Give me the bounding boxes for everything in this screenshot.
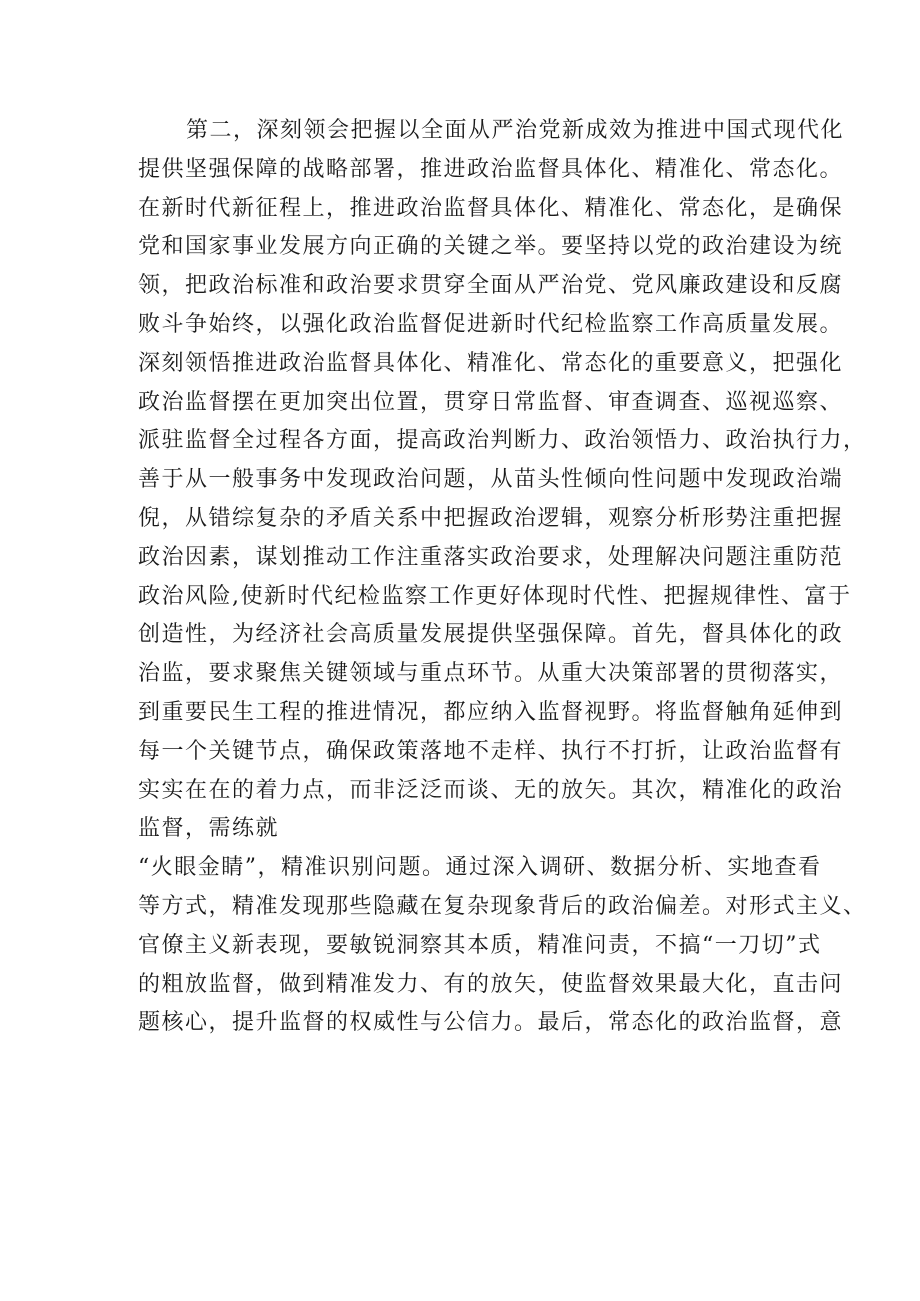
paragraph-line: 第二，深刻领会把握以全面从严治党新成效为推进中国式现代化 — [186, 118, 845, 143]
paragraph-line: “火眼金睛”，精准识别问题。通过深入调研、数据分析、实地查看 — [138, 855, 822, 881]
paragraph-line: 深刻领悟推进政治监督具体化、精准化、常态化的重要意义，把强化 — [138, 350, 844, 376]
paragraph-line: 官僚主义新表现，要敏锐洞察其本质，精准问责，不搞“一刀切”式 — [138, 932, 822, 958]
paragraph-line: 提供坚强保障的战略部署，推进政治监督具体化、精准化、常态化。 — [138, 156, 844, 182]
body-paragraph — [138, 112, 867, 1043]
paragraph-line: 监督，需练就 — [138, 816, 280, 842]
paragraph-line: 政治因素，谋划推动工作注重落实政治要求，处理解决问题注重防范 — [138, 544, 844, 570]
paragraph-line: 每一个关键节点，确保政策落地不走样、执行不打折，让政治监督有 — [138, 738, 844, 764]
paragraph-line: 在新时代新征程上，推进政治监督具体化、精准化、常态化，是确保 — [138, 195, 844, 221]
paragraph-line: 领，把政治标准和政治要求贯穿全面从严治党、党风廉政建设和反腐 — [138, 273, 844, 299]
paragraph-line: 创造性，为经济社会高质量发展提供坚强保障。首先，督具体化的政 — [138, 622, 844, 648]
paragraph-line: 善于从一般事务中发现政治问题，从苗头性倾向性问题中发现政治端 — [138, 467, 844, 493]
paragraph-line: 的粗放监督，做到精准发力、有的放矢，使监督效果最大化，直击问 — [138, 971, 844, 997]
paragraph-line: 败斗争始终，以强化政治监督促进新时代纪检监察工作高质量发展。 — [138, 311, 844, 337]
paragraph-line: 等方式，精准发现那些隐藏在复杂现象背后的政治偏差。对形式主义、 — [138, 893, 867, 919]
paragraph-line: 党和国家事业发展方向正确的关键之举。要坚持以党的政治建设为统 — [138, 234, 844, 260]
paragraph-line: 治监，要求聚焦关键领域与重点环节。从重大决策部署的贯彻落实， — [138, 661, 844, 687]
paragraph-line: 政治风险,使新时代纪检监察工作更好体现时代性、把握规律性、富于 — [138, 583, 852, 609]
paragraph-line: 政治监督摆在更加突出位置，贯穿日常监督、审查调查、巡视巡察、 — [138, 389, 844, 415]
paragraph-line: 派驻监督全过程各方面，提高政治判断力、政治领悟力、政治执行力， — [138, 428, 867, 454]
paragraph-line: 倪，从错综复杂的矛盾关系中把握政治逻辑，观察分析形势注重把握 — [138, 505, 844, 531]
paragraph-line: 实实在在的着力点，而非泛泛而谈、无的放矢。其次，精准化的政治 — [138, 777, 844, 803]
paragraph-line: 到重要民生工程的推进情况，都应纳入监督视野。将监督触角延伸到 — [138, 699, 844, 725]
paragraph-line: 题核心，提升监督的权威性与公信力。最后，常态化的政治监督，意 — [138, 1010, 844, 1036]
